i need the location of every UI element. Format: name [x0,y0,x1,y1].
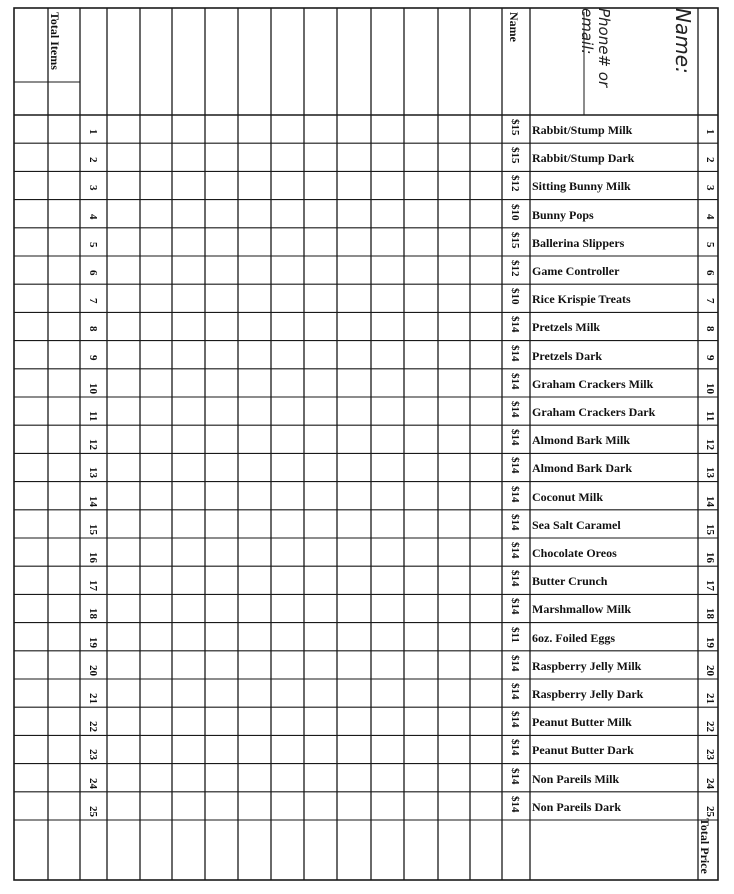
item-price: $15 [509,147,521,164]
row-number-right: 25 [704,805,716,817]
row-number-right: 15 [704,523,716,535]
row-number-right: 10 [704,382,716,394]
row-number-left: 19 [87,636,99,648]
row-number-left: 23 [87,749,99,761]
row-number-right: 5 [704,241,716,248]
item-price: $14 [509,739,521,756]
row-number-right: 8 [704,326,716,332]
row-number-right: 22 [704,721,716,733]
item-price: $14 [509,316,521,333]
row-number-right: 2 [704,157,716,163]
item-name: Rice Krispie Treats [532,292,631,307]
item-name: Almond Bark Dark [532,461,633,476]
item-price: $12 [509,175,521,192]
row-number-left: 25 [87,805,99,817]
item-name: Raspberry Jelly Milk [532,658,642,673]
item-price: $14 [509,795,521,813]
row-number-left: 3 [87,185,99,191]
item-price: $14 [509,429,521,446]
row-number-right: 4 [704,213,716,220]
item-name: Raspberry Jelly Dark [532,687,644,701]
total-price-label: Total Price [698,818,712,874]
item-name: Graham Crackers Dark [532,405,656,419]
item-price: $14 [509,542,521,559]
item-price: $14 [509,570,521,587]
item-name: Bunny Pops [532,207,594,222]
row-number-left: 16 [87,552,99,563]
row-number-right: 20 [704,664,716,676]
row-number-right: 12 [704,439,716,451]
row-number-left: 22 [87,721,99,733]
name-label: Name: [671,8,695,74]
row-number-left: 8 [87,326,99,332]
row-number-left: 20 [87,664,99,676]
item-price: $14 [509,711,521,728]
row-number-left: 2 [87,157,99,163]
total-items-label: Total Items [48,12,62,70]
item-name: Rabbit/Stump Dark [532,151,635,166]
item-price: $14 [509,344,521,362]
row-number-left: 1 [87,129,99,135]
item-name: Butter Crunch [532,574,608,589]
item-name: Sitting Bunny Milk [532,179,631,194]
item-name: Chocolate Oreos [532,546,617,560]
row-number-left: 11 [87,411,99,422]
item-name: Graham Crackers Milk [532,376,654,391]
row-number-right: 9 [704,354,716,361]
item-name: Ballerina Slippers [532,235,625,250]
row-number-left: 5 [87,241,99,248]
row-number-left: 13 [87,467,99,479]
row-number-left: 21 [87,693,99,704]
item-price: $14 [509,598,521,615]
item-name: Game Controller [532,264,620,278]
row-number-left: 17 [87,580,99,592]
row-number-left: 4 [87,213,99,220]
item-price: $14 [509,513,521,531]
item-name: Pretzels Milk [532,320,601,335]
item-name: Non Pareils Dark [532,799,622,814]
row-number-left: 15 [87,523,99,535]
item-name: Peanut Butter Milk [532,715,632,730]
row-number-right: 24 [704,777,716,789]
row-number-left: 10 [87,382,99,394]
item-price: $14 [509,485,521,503]
row-number-left: 6 [87,270,99,276]
name-column-label: Name [507,12,521,42]
item-name: Rabbit/Stump Milk [532,123,633,137]
row-number-right: 23 [704,749,716,761]
item-price: $10 [509,203,521,221]
contact-label: Phone# or email: [578,8,613,88]
item-price: $14 [509,683,521,700]
row-number-right: 17 [704,580,716,592]
row-number-right: 7 [704,298,716,304]
row-number-right: 16 [704,552,716,563]
row-number-left: 7 [87,298,99,304]
row-number-left: 12 [87,439,99,451]
item-name: Non Pareils Milk [532,771,620,786]
item-name: Marshmallow Milk [532,602,631,617]
item-price: $15 [509,231,521,249]
row-number-left: 9 [87,354,99,361]
item-price: $14 [509,767,521,785]
item-name: Pretzels Dark [532,348,603,363]
row-number-left: 18 [87,608,99,620]
row-number-right: 19 [704,636,716,648]
item-name: Peanut Butter Dark [532,743,634,758]
row-number-right: 1 [704,129,716,135]
item-price: $15 [509,119,521,136]
item-name: 6oz. Foiled Eggs [532,630,615,645]
item-name: Coconut Milk [532,489,604,504]
item-price: $12 [509,260,521,277]
item-price: $14 [509,457,521,474]
item-price: $14 [509,401,521,418]
row-number-right: 14 [704,495,716,507]
item-price: $11 [509,626,521,643]
item-price: $10 [509,288,521,305]
row-number-left: 24 [87,777,99,789]
row-number-right: 13 [704,467,716,479]
row-number-right: 21 [704,693,716,704]
item-price: $14 [509,654,521,672]
row-number-right: 3 [704,185,716,191]
row-number-right: 18 [704,608,716,620]
item-name: Sea Salt Caramel [532,517,621,532]
row-number-left: 14 [87,495,99,507]
item-price: $14 [509,372,521,390]
row-number-right: 6 [704,270,716,276]
item-name: Almond Bark Milk [532,433,631,448]
row-number-right: 11 [704,411,716,422]
